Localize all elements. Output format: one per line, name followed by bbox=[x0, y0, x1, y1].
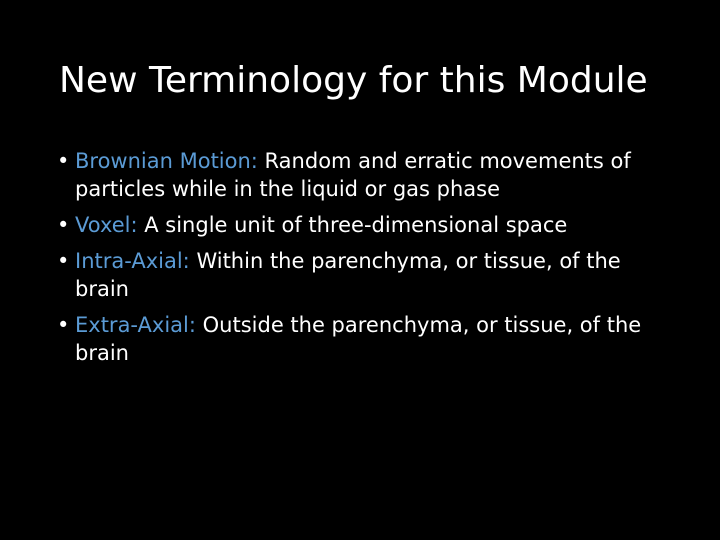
term-definition: Random and erratic movements of particles while in the liquid or gas phase bbox=[75, 149, 631, 201]
slide-title: New Terminology for this Module bbox=[59, 60, 648, 101]
term-list bbox=[57, 147, 677, 375]
term-item-extra-axial bbox=[57, 311, 677, 367]
bullet-icon: • bbox=[57, 249, 70, 273]
term-definition: Outside the parenchyma, or tissue, of the brain bbox=[75, 313, 642, 365]
term-label: Intra-Axial: bbox=[75, 249, 190, 273]
bullet-icon: • bbox=[57, 313, 70, 337]
bullet-icon: • bbox=[57, 213, 70, 237]
term-definition: Within the parenchyma, or tissue, of the brain bbox=[75, 249, 621, 301]
term-label: Extra-Axial: bbox=[75, 313, 196, 337]
term-item-voxel bbox=[57, 211, 677, 239]
term-definition: A single unit of three-dimensional space bbox=[137, 213, 568, 237]
term-item-intra-axial bbox=[57, 247, 677, 303]
term-item-brownian-motion bbox=[57, 147, 677, 203]
term-label: Voxel: bbox=[75, 213, 138, 237]
term-label: Brownian Motion: bbox=[75, 149, 258, 173]
bullet-icon: • bbox=[57, 149, 70, 173]
